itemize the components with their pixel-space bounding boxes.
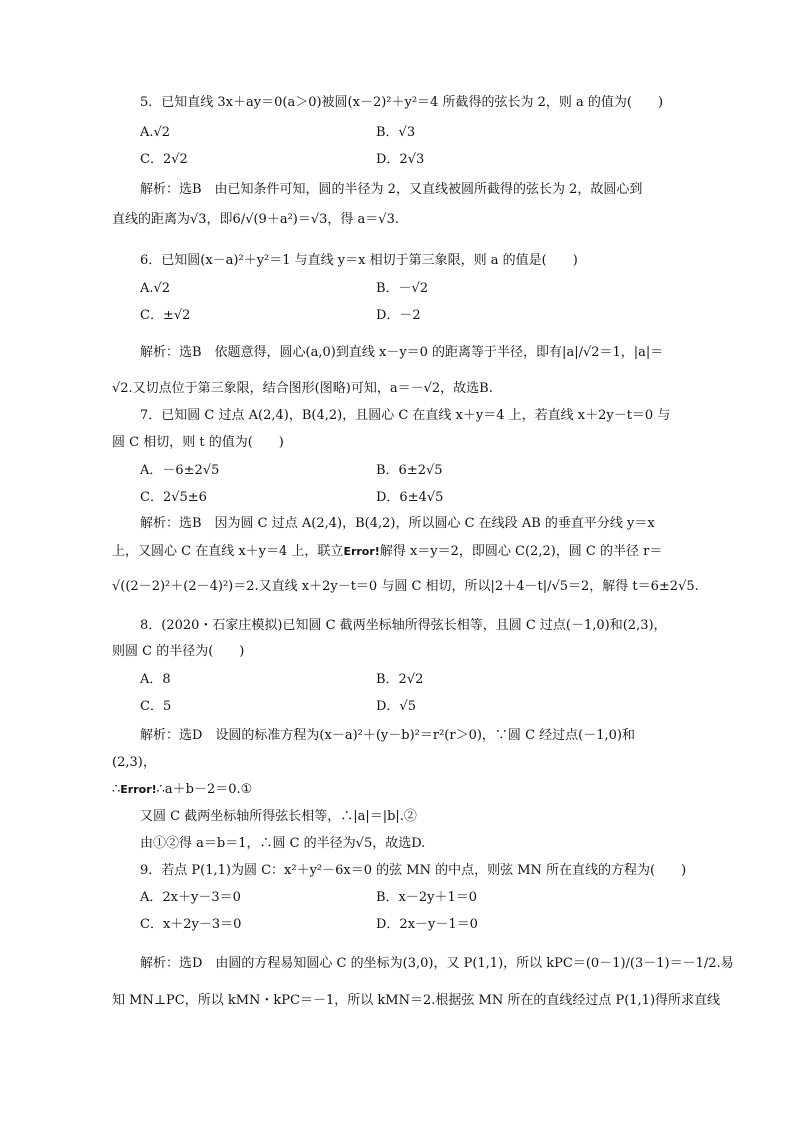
- q9-option-d: D．2x－y－1＝0: [376, 917, 478, 932]
- q8-solution-text: ∴a＋b－2＝0.①: [156, 782, 253, 797]
- q8-stem-line-1: 8．(2020・石家庄模拟)已知圆 C 截两坐标轴所得弦长相等，且圆 C 过点(－1,0)和(2,3)，: [140, 618, 667, 633]
- q8-option-b: B．2√2: [376, 672, 424, 687]
- q9-solution-line-1: 解析：选D 由圆的方程易知圆心 C 的坐标为(3,0)，又 P(1,1)，所以 kPC＝(0－1)/(3－1)＝－1/2.易: [140, 956, 734, 971]
- q6-option-d: D．－2: [376, 308, 421, 323]
- q5-option-c: C．2√2: [140, 152, 188, 167]
- error-field-marker: Error!: [343, 545, 380, 558]
- q5-solution-line-1: 解析：选B 由已知条件可知，圆的半径为 2，又直线被圆所截得的弦长为 2，故圆心到: [140, 182, 643, 197]
- q8-solution-line-1: 解析：选D 设圆的标准方程为(x－a)²＋(y－b)²＝r²(r＞0)，∵圆 C 经过点(－1,0)和: [140, 728, 635, 743]
- q9-solution-line-2: 知 MN⊥PC，所以 kMN・kPC＝－1，所以 kMN＝2.根据弦 MN 所在的直线经过点 P(1,1)得所求直线: [112, 993, 721, 1008]
- q9-option-b: B．x－2y＋1＝0: [376, 890, 478, 905]
- q7-solution-line-3: √((2－2)²＋(2－4)²)＝2.又直线 x＋2y－t＝0 与圆 C 相切，所以|2＋4－t|/√5＝2，解得 t＝6±2√5.: [112, 579, 699, 594]
- q7-stem-line-2: 圆 C 相切，则 t 的值为( ): [112, 435, 284, 450]
- q7-option-c: C．2√5±6: [140, 490, 207, 505]
- q7-option-d: D．6±4√5: [376, 490, 444, 505]
- q8-option-a: A．8: [140, 672, 171, 687]
- q8-stem-line-2: 则圆 C 的半径为( ): [112, 644, 245, 659]
- q8-option-d: D．√5: [376, 699, 416, 714]
- q7-option-b: B．6±2√5: [376, 463, 443, 478]
- q7-solution-text-a: 上，又圆心 C 在直线 x＋y＝4 上，联立: [112, 544, 344, 559]
- q8-solution-line-3: [112, 781, 684, 801]
- therefore-symbol: ∴: [112, 782, 121, 797]
- q6-solution-line-1: 解析：选B 依题意得，圆心(a,0)到直线 x－y＝0 的距离等于半径，即有|a|/√2＝1，|a|＝: [140, 345, 664, 360]
- q9-stem: 9．若点 P(1,1)为圆 C：x²＋y²－6x＝0 的弦 MN 的中点，则弦 MN 所在直线的方程为( ): [140, 863, 687, 878]
- q8-solution-line-4: 又圆 C 截两坐标轴所得弦长相等，∴|a|＝|b|.②: [140, 809, 417, 824]
- q7-solution-line-1: 解析：选B 因为圆 C 过点 A(2,4)，B(4,2)，所以圆心 C 在线段 AB 的垂直平分线 y＝x: [140, 516, 655, 531]
- q8-solution-line-5: 由①②得 a＝b＝1，∴圆 C 的半径为√5，故选D.: [140, 836, 426, 851]
- q5-option-a: A.√2: [140, 125, 171, 140]
- q8-option-c: C．5: [140, 699, 172, 714]
- q9-option-c: C．x＋2y－3＝0: [140, 917, 242, 932]
- q6-solution-line-2: √2.又切点位于第三象限，结合图形(图略)可知，a＝－√2，故选B.: [112, 381, 493, 396]
- q8-solution-line-2: (2,3)，: [112, 755, 156, 770]
- q5-option-d: D．2√3: [376, 152, 425, 167]
- q6-option-a: A.√2: [140, 281, 171, 296]
- q7-option-a: A．－6±2√5: [140, 463, 220, 478]
- q6-stem: 6．已知圆(x－a)²＋y²＝1 与直线 y＝x 相切于第三象限，则 a 的值是( ): [140, 253, 578, 268]
- q5-solution-line-2: 直线的距离为√3，即6/√(9＋a²)＝√3，得 a＝√3.: [112, 212, 399, 227]
- error-field-marker: Error!: [120, 783, 157, 796]
- q7-solution-text-b: 解得 x＝y＝2，即圆心 C(2,2)，圆 C 的半径 r＝: [379, 544, 663, 559]
- q7-solution-line-2: [112, 543, 684, 563]
- q6-option-b: B．－√2: [376, 281, 429, 296]
- q7-stem-line-1: 7．已知圆 C 过点 A(2,4)，B(4,2)，且圆心 C 在直线 x＋y＝4 上，若直线 x＋2y－t＝0 与: [140, 408, 671, 423]
- q5-option-b: B．√3: [376, 125, 416, 140]
- q5-stem: 5．已知直线 3x＋ay＝0(a＞0)被圆(x－2)²＋y²＝4 所截得的弦长为 2，则 a 的值为( ): [140, 95, 664, 110]
- q9-option-a: A．2x＋y－3＝0: [140, 890, 241, 905]
- q6-option-c: C．±√2: [140, 308, 191, 323]
